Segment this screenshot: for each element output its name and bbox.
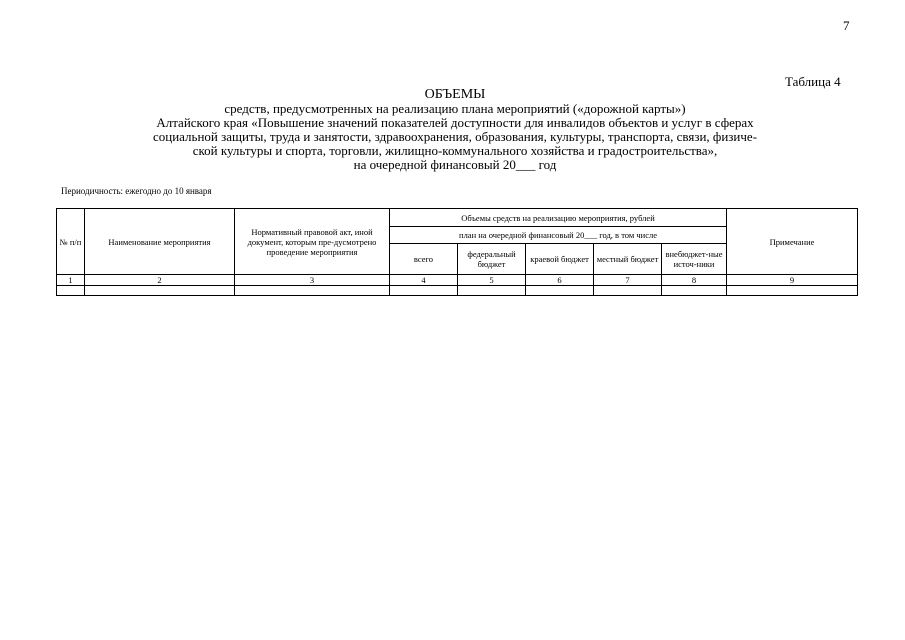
column-number: 5 [458, 275, 526, 286]
heading-line-3: социальной защиты, труда и занятости, здравоохранения, образования, культуры, транспорта, связи, физиче- [152, 129, 758, 144]
header-federal: федеральный бюджет [458, 244, 526, 275]
heading-line-5: на очередной финансовый 20___ год [353, 157, 557, 172]
header-act: Нормативный правовой акт, иной документ, которым пре-дусмотрено проведение мероприятия [235, 209, 390, 275]
column-number: 8 [662, 275, 727, 286]
header-num: № п/п [57, 209, 85, 275]
header-regional: краевой бюджет [526, 244, 594, 275]
funding-table [56, 208, 858, 296]
column-number: 7 [594, 275, 662, 286]
header-plan: план на очередной финансовый 20___ год, в том числе [390, 227, 727, 244]
column-number: 1 [57, 275, 85, 286]
empty-cell [458, 286, 526, 296]
empty-cell [662, 286, 727, 296]
empty-cell [727, 286, 858, 296]
empty-cell [526, 286, 594, 296]
header-name: Наименование мероприятия [85, 209, 235, 275]
column-number: 4 [390, 275, 458, 286]
table-header-row-1 [57, 209, 858, 227]
table-empty-row [57, 286, 858, 296]
header-note: Примечание [727, 209, 858, 275]
table-number-row [57, 275, 858, 286]
empty-cell [85, 286, 235, 296]
periodicity-note: Периодичность: ежегодно до 10 января [61, 186, 212, 196]
empty-cell [57, 286, 85, 296]
header-local: местный бюджет [594, 244, 662, 275]
column-number: 2 [85, 275, 235, 286]
empty-cell [390, 286, 458, 296]
header-extra: внебюджет-ные источ-ники [662, 244, 727, 275]
table-label: Таблица 4 [785, 74, 841, 89]
column-number: 6 [526, 275, 594, 286]
empty-cell [594, 286, 662, 296]
header-total: всего [390, 244, 458, 275]
document-heading [60, 88, 850, 172]
column-number: 3 [235, 275, 390, 286]
column-number: 9 [727, 275, 858, 286]
empty-cell [235, 286, 390, 296]
header-funds: Объемы средств на реализацию мероприятия, рублей [390, 209, 727, 227]
heading-title: ОБЪЕМЫ [424, 87, 486, 102]
page-number: 7 [843, 18, 850, 33]
heading-line-2: Алтайского края «Повышение значений показателей доступности для инвалидов объектов и услуг в сферах [156, 115, 754, 130]
heading-line-1: средств, предусмотренных на реализацию плана мероприятий («дорожной карты») [224, 101, 686, 116]
heading-line-4: ской культуры и спорта, торговли, жилищно-коммунального хозяйства и градостроительства», [192, 143, 718, 158]
